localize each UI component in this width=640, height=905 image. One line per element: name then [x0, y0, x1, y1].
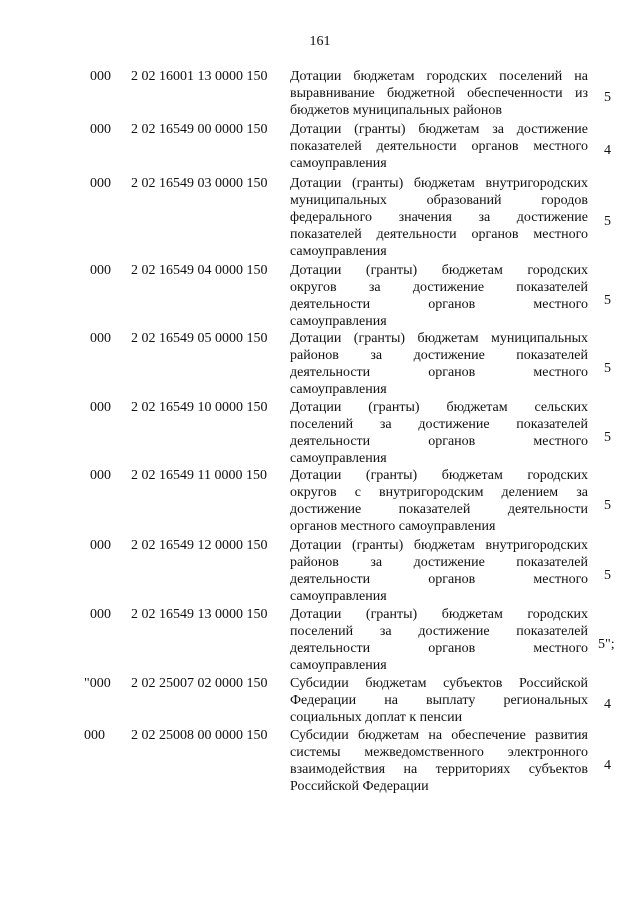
description-line: деятельности органов местного — [290, 641, 588, 656]
budget-classification-code: 2 02 16549 10 0000 150 — [131, 400, 268, 415]
budget-classification-code: 2 02 16549 12 0000 150 — [131, 538, 268, 553]
income-description — [290, 467, 588, 535]
income-description — [290, 175, 588, 260]
income-description — [290, 606, 588, 674]
income-description — [290, 68, 588, 119]
income-description — [290, 537, 588, 605]
amount-value: 4 — [604, 697, 611, 712]
description-line: Субсидии бюджетам на обеспечение развития — [290, 728, 588, 743]
description-line: Дотации (гранты) бюджетам городских — [290, 468, 588, 483]
admin-code: "000 — [84, 676, 111, 691]
description-line: самоуправления — [290, 244, 387, 259]
description-line: поселений за достижение показателей — [290, 624, 588, 639]
amount-value: 5 — [604, 90, 611, 105]
admin-code: 000 — [90, 176, 111, 191]
description-line: самоуправления — [290, 156, 387, 171]
amount-value: 4 — [604, 758, 611, 773]
description-line: показателей деятельности органов местного — [290, 227, 588, 242]
budget-classification-code: 2 02 16549 04 0000 150 — [131, 263, 268, 278]
description-line: достижение показателей деятельности — [290, 502, 588, 517]
description-line: округов за достижение показателей — [290, 280, 588, 295]
amount-value: 5 — [604, 361, 611, 376]
budget-classification-code: 2 02 16549 11 0000 150 — [131, 468, 267, 483]
description-line: самоуправления — [290, 589, 387, 604]
description-line: самоуправления — [290, 314, 387, 329]
description-line: взаимодействия на территориях субъектов — [290, 762, 588, 777]
amount-value: 4 — [604, 143, 611, 158]
admin-code: 000 — [90, 538, 111, 553]
description-line: Дотации (гранты) бюджетам сельских — [290, 400, 588, 415]
description-line: органов местного самоуправления — [290, 519, 496, 534]
description-line: Субсидии бюджетам субъектов Российской — [290, 676, 588, 691]
description-line: районов за достижение показателей — [290, 555, 588, 570]
description-line: Дотации (гранты) бюджетам муниципальных — [290, 331, 588, 346]
amount-value: 5 — [604, 498, 611, 513]
admin-code: 000 — [90, 331, 111, 346]
description-line: Дотации бюджетам городских поселений на — [290, 69, 588, 84]
budget-classification-code: 2 02 16549 13 0000 150 — [131, 607, 268, 622]
admin-code: 000 — [90, 400, 111, 415]
description-line: деятельности органов местного — [290, 297, 588, 312]
description-line: самоуправления — [290, 382, 387, 397]
description-line: показателей деятельности органов местного — [290, 139, 588, 154]
budget-classification-code: 2 02 16549 03 0000 150 — [131, 176, 268, 191]
description-line: федерального значения за достижение — [290, 210, 588, 225]
budget-classification-code: 2 02 25007 02 0000 150 — [131, 676, 268, 691]
description-line: муниципальных образований городов — [290, 193, 588, 208]
income-description — [290, 727, 588, 795]
admin-code: 000 — [90, 468, 111, 483]
income-description — [290, 121, 588, 172]
amount-value: 5 — [604, 214, 611, 229]
description-line: Дотации (гранты) бюджетам городских — [290, 607, 588, 622]
description-line: системы межведомственного электронного — [290, 745, 588, 760]
admin-code: 000 — [84, 728, 105, 743]
description-line: районов за достижение показателей — [290, 348, 588, 363]
description-line: Российской Федерации — [290, 779, 429, 794]
description-line: Дотации (гранты) бюджетам внутригородских — [290, 538, 588, 553]
description-line: деятельности органов местного — [290, 365, 588, 380]
admin-code: 000 — [90, 122, 111, 137]
amount-value: 5 — [604, 293, 611, 308]
description-line: бюджетов муниципальных районов — [290, 103, 502, 118]
income-description — [290, 675, 588, 726]
income-description — [290, 330, 588, 398]
description-line: округов с внутригородским делением за — [290, 485, 588, 500]
income-description — [290, 399, 588, 467]
description-line: самоуправления — [290, 658, 387, 673]
budget-classification-code: 2 02 16549 05 0000 150 — [131, 331, 268, 346]
description-line: социальных доплат к пенсии — [290, 710, 463, 725]
description-line: выравнивание бюджетной обеспеченности из — [290, 86, 588, 101]
amount-value: 5"; — [598, 637, 615, 652]
description-line: Дотации (гранты) бюджетам городских — [290, 263, 588, 278]
description-line: самоуправления — [290, 451, 387, 466]
amount-value: 5 — [604, 568, 611, 583]
admin-code: 000 — [90, 69, 111, 84]
budget-classification-code: 2 02 25008 00 0000 150 — [131, 728, 268, 743]
admin-code: 000 — [90, 607, 111, 622]
description-line: деятельности органов местного — [290, 434, 588, 449]
description-line: поселений за достижение показателей — [290, 417, 588, 432]
description-line: Федерации на выплату региональных — [290, 693, 588, 708]
budget-classification-code: 2 02 16549 00 0000 150 — [131, 122, 268, 137]
income-description — [290, 262, 588, 330]
description-line: Дотации (гранты) бюджетам за достижение — [290, 122, 588, 137]
budget-classification-code: 2 02 16001 13 0000 150 — [131, 69, 268, 84]
amount-value: 5 — [604, 430, 611, 445]
description-line: Дотации (гранты) бюджетам внутригородских — [290, 176, 588, 191]
description-line: деятельности органов местного — [290, 572, 588, 587]
admin-code: 000 — [90, 263, 111, 278]
page-number: 161 — [309, 34, 331, 49]
